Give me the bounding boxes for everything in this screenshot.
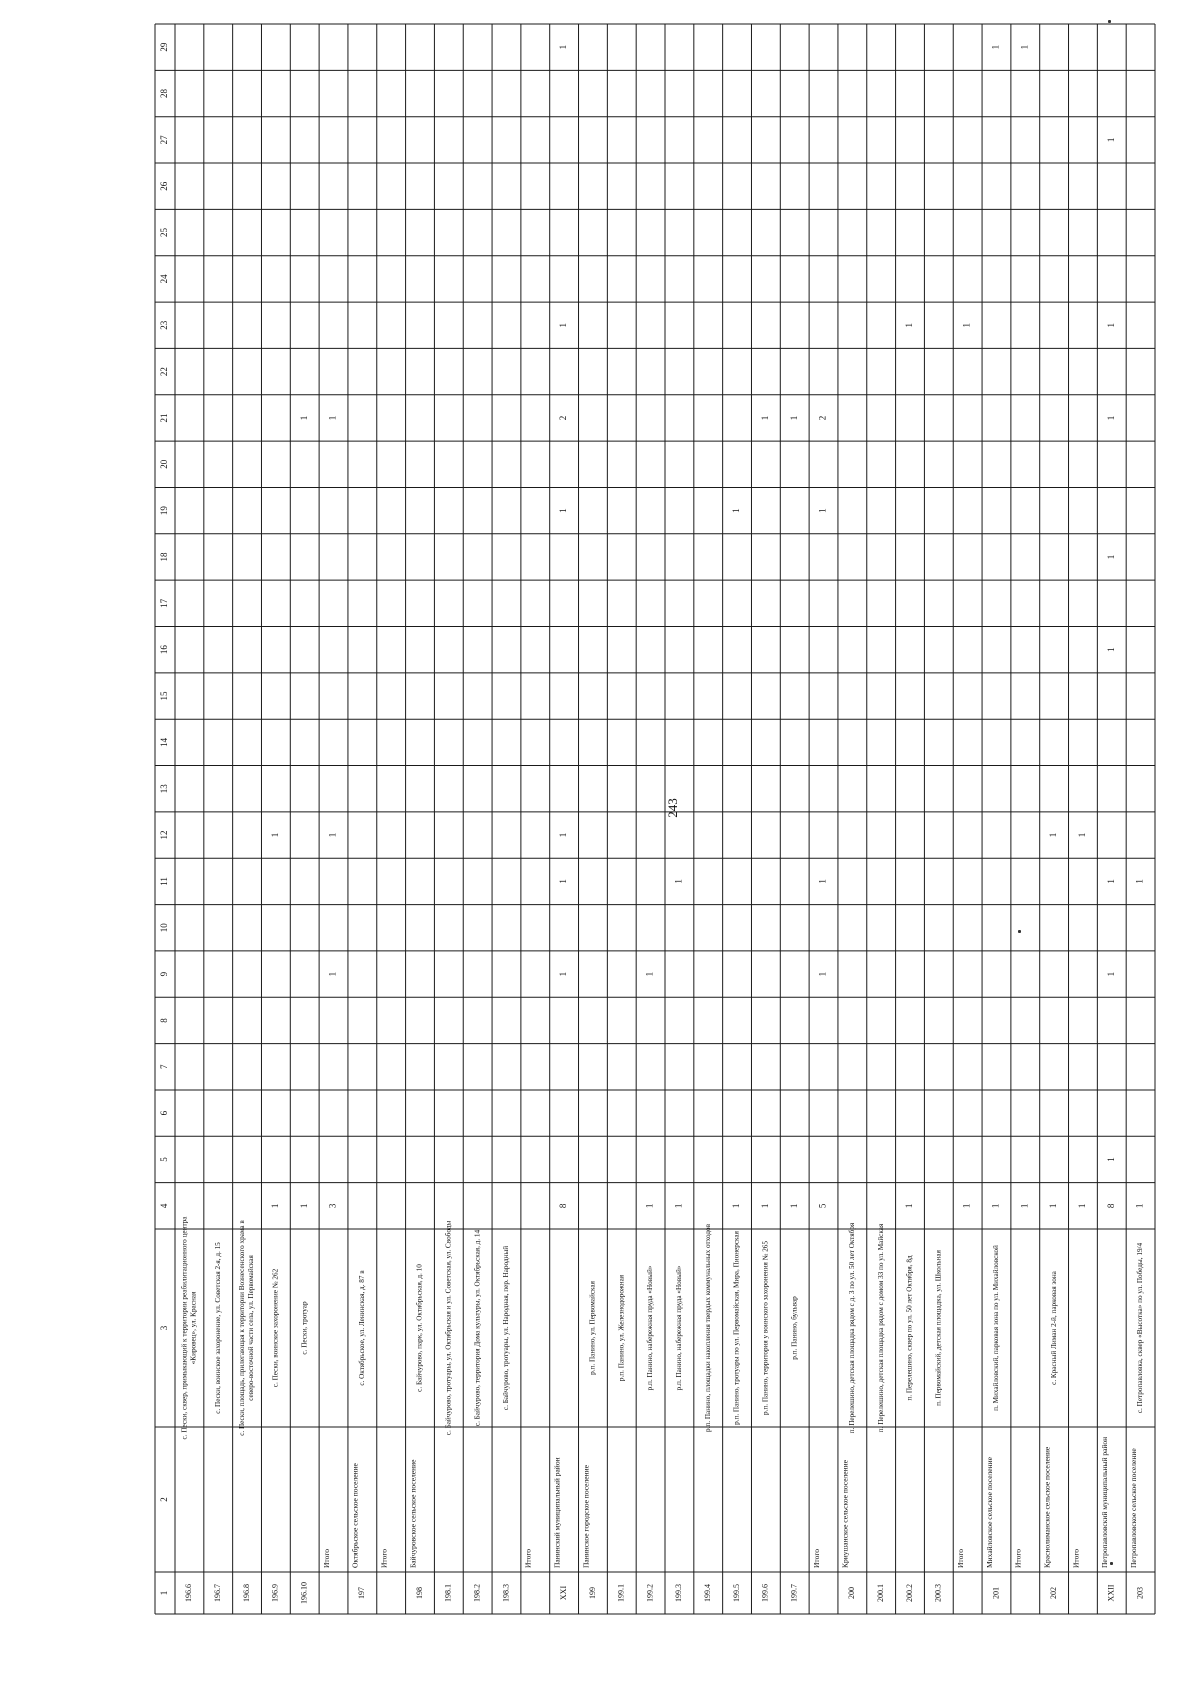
location-text: п. Первомайский, детская площадка, ул. Школьная — [934, 1250, 943, 1406]
column-number: 19 — [159, 506, 170, 516]
column-number: 12 — [159, 830, 170, 840]
row-number: 199.5 — [731, 1584, 741, 1602]
cell-value: 1 — [961, 1203, 972, 1209]
row-number: 197 — [357, 1587, 367, 1599]
location-text: с. Пески, воинское захоронение № 262 — [271, 1268, 280, 1388]
location-text: с. Пески, сквер, примыкающий к территории реабилитационного центра — [180, 1216, 189, 1440]
cell-value: 1 — [644, 1203, 655, 1209]
cell-value: 1 — [1077, 1203, 1088, 1209]
cell-value: 2 — [558, 415, 569, 421]
cell-value: 1 — [1105, 554, 1116, 560]
cell-value: 1 — [673, 879, 684, 884]
cell-value: 1 — [1077, 832, 1088, 838]
location-text: п. Перелешино, детская площадка рядом с д. 3 по ул. 50 лет Октября — [848, 1222, 857, 1434]
column-number: 10 — [159, 923, 170, 933]
cell-value: 1 — [1105, 647, 1116, 652]
column-number: 13 — [159, 784, 170, 794]
location-text: с. Пески, воинское захоронение, ул. Советская 2-я, д. 15 — [213, 1242, 222, 1414]
row-number: 199.4 — [703, 1584, 713, 1602]
cell-value: 1 — [1019, 44, 1030, 50]
location-text: с. Байчурово, парк, ул. Октябрьская, д. 10 — [415, 1264, 424, 1392]
row-number: 201 — [991, 1587, 1001, 1599]
column-number: 7 — [159, 1064, 170, 1070]
column-number: 2 — [159, 1497, 170, 1502]
location-text: с. Петропавловка, сквер «Высотка» по ул. Победы, 19/4 — [1136, 1242, 1145, 1414]
cell-value: 1 — [327, 832, 338, 838]
location-text: р.п. Панино, тротуары по ул. Первомайская, Мира, Пионерская — [732, 1231, 741, 1425]
cell-value: 1 — [327, 415, 338, 421]
location-text: с. Байчурово, территория Дома культуры, ул. Октябрьская, д. 14 — [473, 1229, 482, 1427]
district-name: Октябрьское сельское поселение — [350, 1463, 360, 1568]
cell-value: 8 — [558, 1203, 569, 1209]
cell-value: 1 — [990, 1203, 1001, 1209]
district-name: Итого — [811, 1549, 821, 1568]
cell-value: 1 — [961, 323, 972, 328]
cell-value: 1 — [1105, 323, 1116, 328]
location-text: с. Пески, тротуар — [300, 1301, 309, 1355]
row-number: 196.7 — [213, 1584, 223, 1602]
cell-value: 8 — [1105, 1203, 1116, 1209]
scan-speck — [1108, 20, 1111, 23]
cell-value: 1 — [298, 415, 309, 421]
location-text: с. Пески, площадь, прилегающая к территории Вознесенского храма в — [238, 1220, 247, 1436]
table-grid — [155, 24, 1155, 1614]
row-number: 199.7 — [789, 1584, 799, 1602]
column-number: 14 — [159, 737, 170, 747]
district-name: Краснолиманское сельское поселение — [1042, 1446, 1052, 1568]
cell-value: 1 — [990, 44, 1001, 50]
row-number: 196.9 — [270, 1584, 280, 1602]
cell-value: 1 — [327, 971, 338, 977]
cell-value: 3 — [327, 1203, 338, 1209]
row-number: 196.8 — [241, 1584, 251, 1602]
location-text: р.п. Панино, ул. Железнодорожная — [617, 1274, 626, 1382]
cell-value: 1 — [817, 971, 828, 977]
row-number: 198.3 — [501, 1584, 511, 1602]
row-number: 199.2 — [645, 1584, 655, 1602]
cell-value: 1 — [558, 508, 569, 513]
district-name: Итого — [523, 1549, 533, 1568]
district-name: Криушанское сельское поселение — [840, 1460, 850, 1568]
cell-value: 2 — [817, 415, 828, 421]
cell-value: 1 — [759, 415, 770, 421]
scan-speck — [1018, 930, 1021, 933]
location-text: с. Красный Лиман 2-й, парковая зона — [1049, 1271, 1058, 1385]
row-number: 199 — [587, 1587, 597, 1599]
column-number: 27 — [159, 135, 170, 145]
column-number: 17 — [159, 598, 170, 608]
location-text: р.п. Панино, территория у воинского захоронения № 265 — [761, 1241, 770, 1415]
cell-value: 1 — [817, 508, 828, 513]
column-number: 16 — [159, 645, 170, 655]
cell-value: 1 — [1048, 1203, 1059, 1209]
column-number: 4 — [159, 1203, 170, 1209]
rotated-table — [155, 24, 1155, 1614]
location-text: п. Перелешино, сквер по ул. 50 лет Октября, 8д — [905, 1255, 914, 1401]
column-number: 8 — [159, 1018, 170, 1023]
column-number: 5 — [159, 1157, 170, 1162]
row-number: 200.2 — [904, 1584, 914, 1602]
row-number: XXI — [558, 1585, 568, 1601]
district-name: Петропавловское сельское поселение — [1128, 1448, 1138, 1568]
district-name: Итого — [379, 1549, 389, 1568]
cell-value: 1 — [558, 44, 569, 50]
district-name: Итого — [321, 1549, 331, 1568]
district-name: Байчуровское сельское поселение — [408, 1459, 418, 1568]
cell-value: 1 — [731, 1203, 742, 1209]
cell-value: 1 — [788, 415, 799, 421]
location-text: р.п. Панино, бульвар — [790, 1296, 799, 1360]
column-number: 23 — [159, 320, 170, 330]
row-number: 199.3 — [674, 1584, 684, 1602]
cell-value: 1 — [1105, 879, 1116, 884]
row-number: 198 — [414, 1587, 424, 1599]
location-text: «Кировец», ул. Красная — [189, 1291, 198, 1365]
row-number: 196.6 — [184, 1584, 194, 1602]
location-text: р.п. Панино, набережная пруда «Новый» — [675, 1265, 684, 1391]
cell-value: 1 — [1105, 415, 1116, 421]
page-number: 243 — [664, 798, 680, 818]
district-name: Панинское городское поселение — [581, 1465, 591, 1568]
cell-value: 1 — [269, 832, 280, 838]
cell-value: 1 — [298, 1203, 309, 1209]
cell-value: 1 — [788, 1203, 799, 1209]
district-name: Итого — [956, 1549, 966, 1568]
column-number: 1 — [159, 1590, 170, 1596]
cell-value: 1 — [1105, 971, 1116, 977]
district-name: Итого — [1013, 1549, 1023, 1568]
row-number: 200.1 — [876, 1584, 886, 1602]
location-text: с. Байчурово, тротуары, ул. Народная, пер. Народный — [502, 1245, 511, 1411]
cell-value: 1 — [558, 971, 569, 977]
location-text: п. Перелешино, детская площадка рядом с домом 33 по ул. Майская — [876, 1223, 885, 1433]
column-number: 11 — [159, 877, 170, 886]
cell-value: 1 — [904, 1203, 915, 1209]
column-number: 15 — [159, 691, 170, 701]
scan-speck — [1110, 1562, 1113, 1565]
cell-value: 1 — [1134, 879, 1145, 884]
location-text: с. Октябрьское, ул. Ленинская, д. 87 в — [358, 1270, 367, 1386]
column-number: 18 — [159, 552, 170, 562]
location-text: с. Байчурово, тротуары, ул. Октябрьская и ул. Советская, ул. Свободы — [444, 1220, 453, 1436]
row-number: 198.2 — [472, 1584, 482, 1602]
cell-value: 1 — [644, 971, 655, 977]
column-number: 26 — [159, 181, 170, 191]
district-name: Итого — [1071, 1549, 1081, 1568]
cell-value: 1 — [1134, 1203, 1145, 1209]
column-number: 6 — [159, 1110, 170, 1116]
cell-value: 1 — [1048, 832, 1059, 838]
cell-value: 1 — [817, 879, 828, 884]
row-number: 200 — [847, 1587, 857, 1599]
location-text: п. Михайловский, парковая зона по ул. Михайловской — [992, 1245, 1001, 1411]
row-number: 199.6 — [760, 1584, 770, 1602]
column-number: 24 — [159, 274, 170, 284]
cell-value: 1 — [558, 323, 569, 328]
row-number: 202 — [1048, 1587, 1058, 1599]
location-text: р.п. Панино, площадки накопления твердых коммунальных отходов — [703, 1223, 712, 1433]
row-number: 200.3 — [933, 1584, 943, 1602]
cell-value: 1 — [269, 1203, 280, 1209]
column-number: 28 — [159, 89, 170, 99]
cell-value: 1 — [1019, 1203, 1030, 1209]
location-text: р.п. Панино, ул. Первомайская — [588, 1281, 597, 1375]
row-number: 196.10 — [299, 1582, 309, 1604]
cell-value: 1 — [1105, 137, 1116, 143]
district-name: Петропавловский муниципальный район — [1100, 1436, 1110, 1568]
column-number: 25 — [159, 228, 170, 238]
cell-value: 1 — [904, 323, 915, 328]
column-number: 3 — [159, 1325, 170, 1331]
row-number: XXII — [1106, 1584, 1116, 1602]
column-number: 9 — [159, 971, 170, 977]
cell-value: 1 — [558, 879, 569, 884]
cell-value: 1 — [558, 832, 569, 838]
column-number: 20 — [159, 459, 170, 469]
column-number: 29 — [159, 42, 170, 52]
location-text: р.п. Панино, набережная пруда «Новый» — [646, 1265, 655, 1391]
cell-value: 1 — [759, 1203, 770, 1209]
row-number: 198.1 — [443, 1584, 453, 1602]
cell-value: 1 — [731, 508, 742, 513]
district-name: Михайловское сельское поселение — [984, 1457, 994, 1568]
district-name: Панинский муниципальный район — [552, 1457, 562, 1568]
cell-value: 1 — [1105, 1157, 1116, 1162]
cell-value: 1 — [673, 1203, 684, 1209]
row-number: 199.1 — [616, 1584, 626, 1602]
location-text: северо-восточной части села, ул. Первомайская — [247, 1255, 256, 1401]
row-number: 203 — [1135, 1587, 1145, 1599]
cell-value: 5 — [817, 1203, 828, 1209]
column-number: 22 — [159, 367, 170, 377]
column-number: 21 — [159, 413, 170, 423]
